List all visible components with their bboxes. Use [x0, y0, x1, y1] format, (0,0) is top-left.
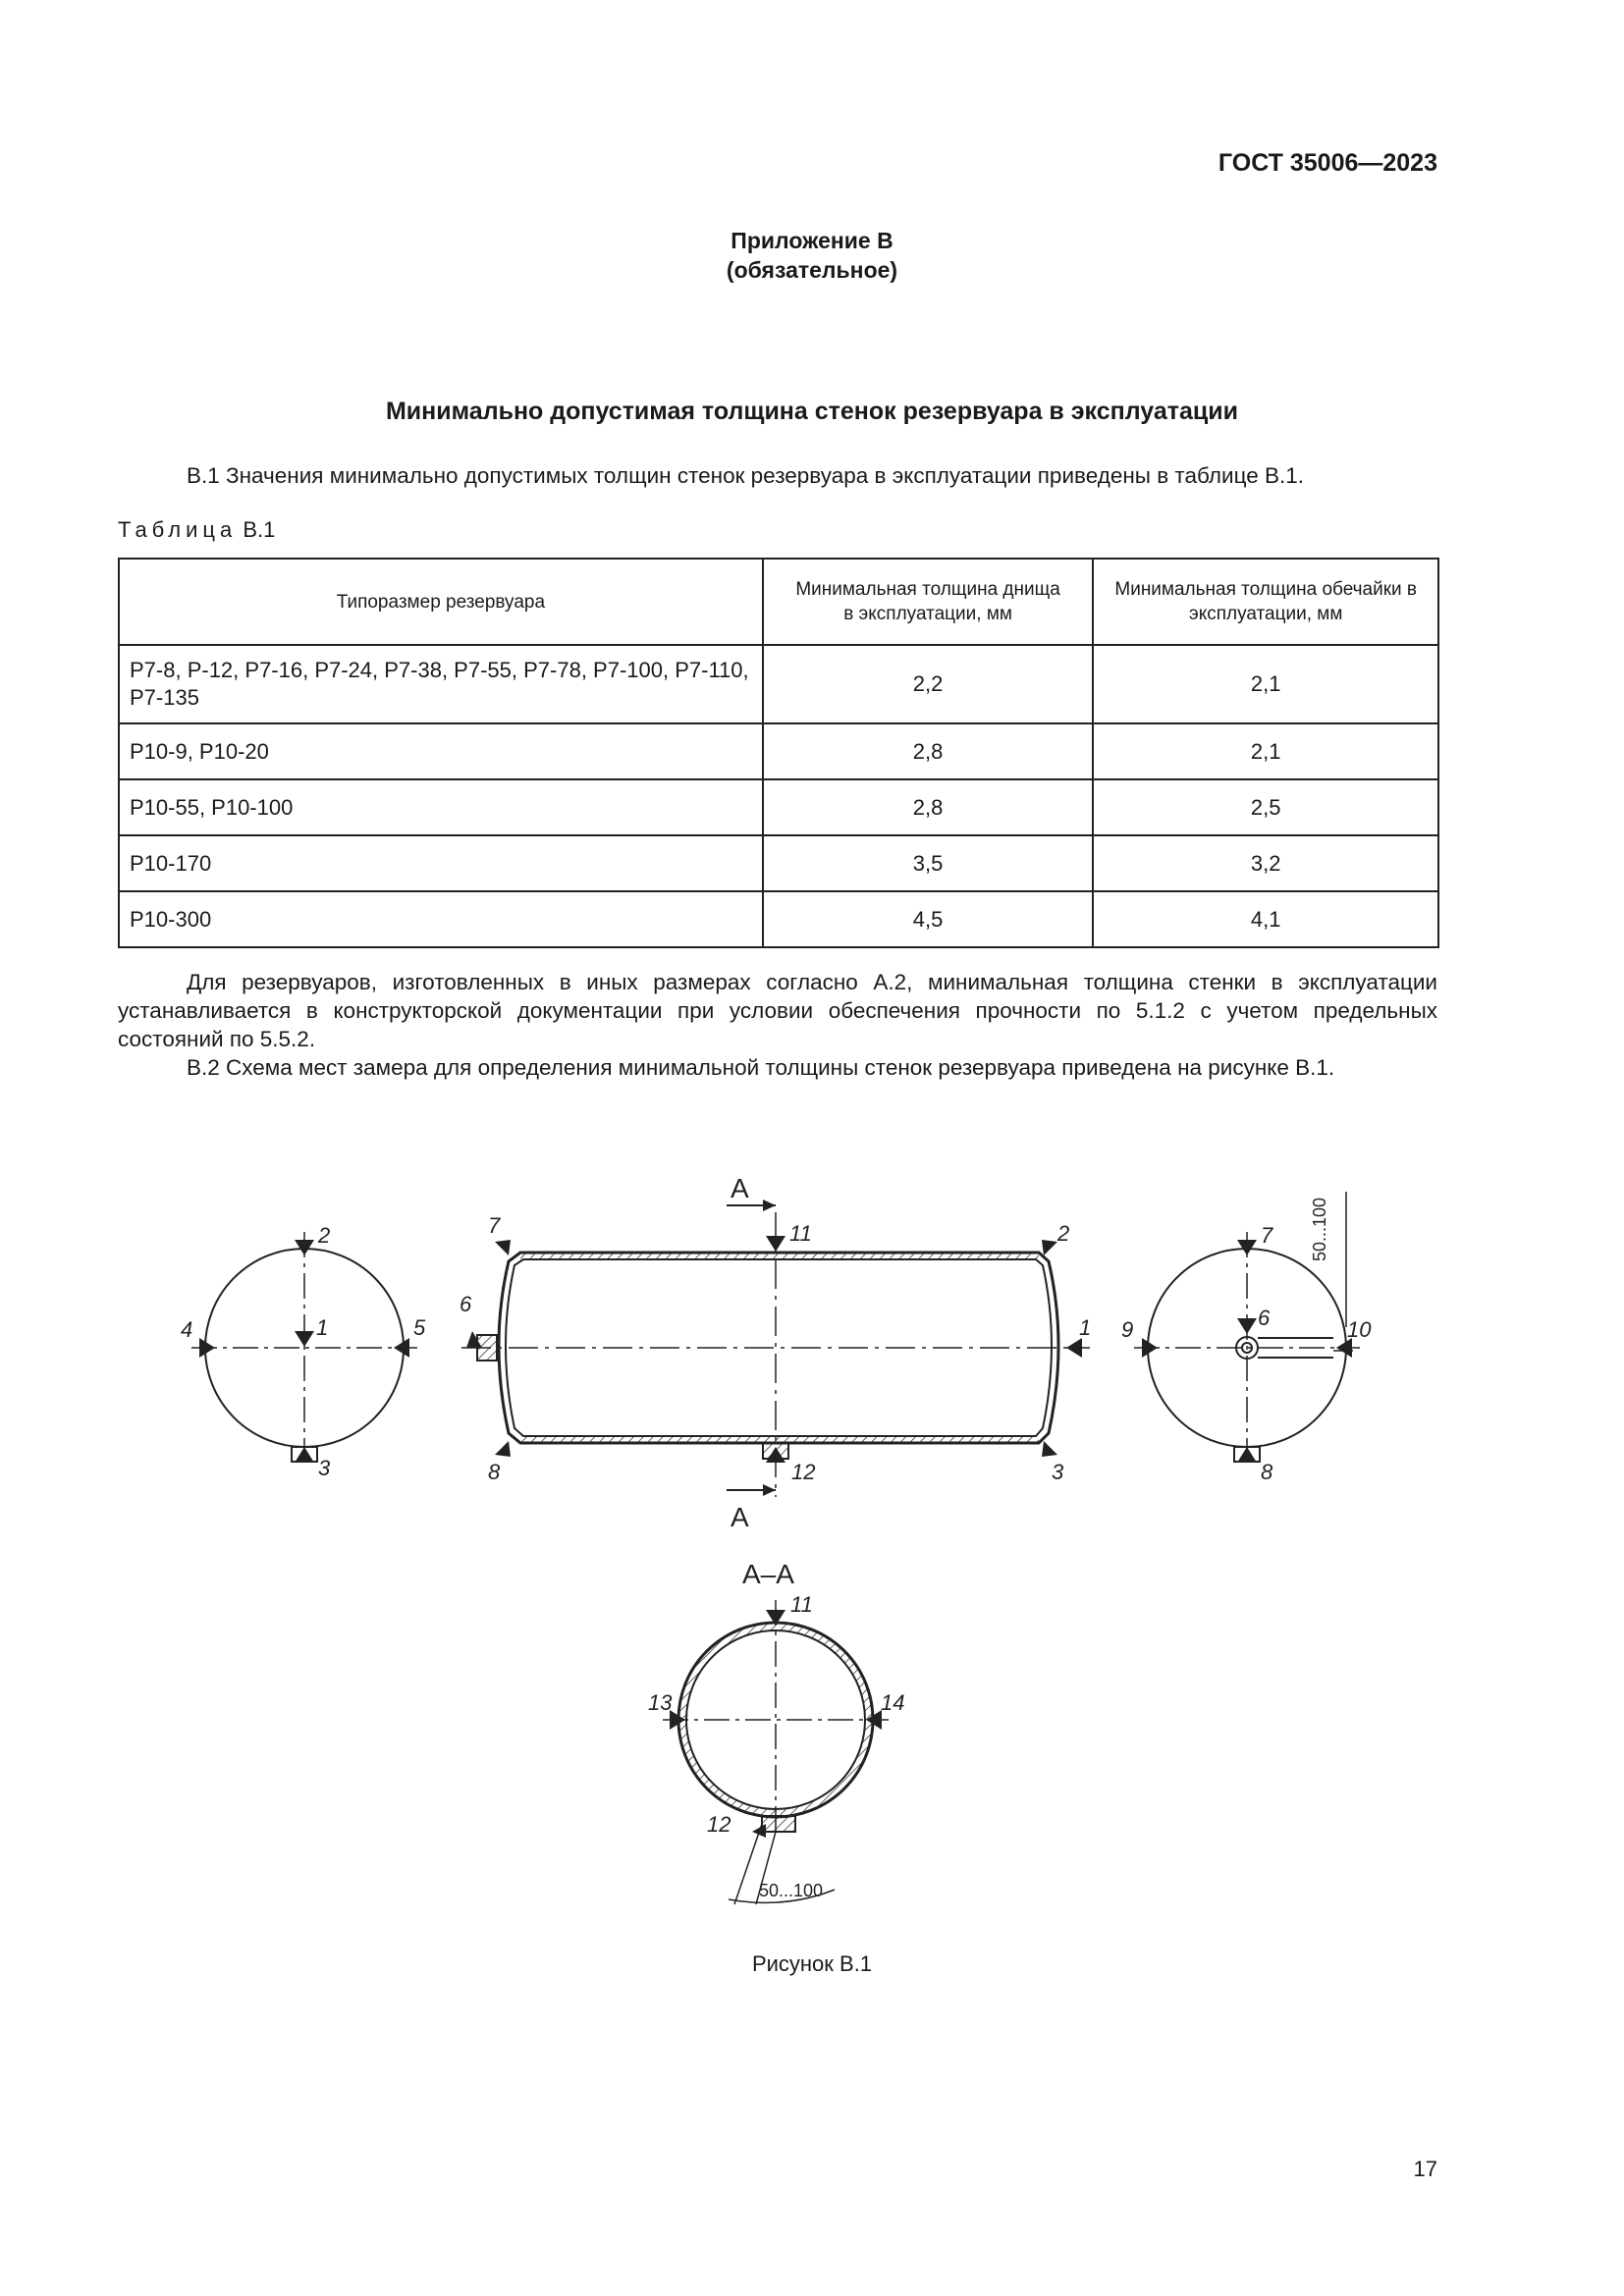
point-label-8: 8 [488, 1460, 501, 1484]
point-label-12: 12 [791, 1460, 816, 1484]
table-cell-shell: 2,1 [1093, 723, 1438, 779]
point-label-7: 7 [488, 1213, 501, 1238]
table-cell-shell: 3,2 [1093, 835, 1438, 891]
annex-status: (обязательное) [726, 257, 898, 283]
point-label-11: 11 [789, 1221, 812, 1246]
point-label-2: 2 [1057, 1221, 1070, 1246]
point-label-13: 13 [648, 1690, 673, 1715]
section-mark-bottom: А [731, 1502, 749, 1532]
point-label-11: 11 [790, 1592, 813, 1617]
table-cell-shell: 2,1 [1093, 645, 1438, 723]
table-header: Минимальная толщина обечайки в эксплуатации, мм [1093, 559, 1438, 645]
table-cell-size: Р10-9, Р10-20 [119, 723, 763, 779]
point-label-1: 1 [316, 1315, 329, 1340]
point-label-4: 4 [181, 1317, 193, 1342]
point-label-1: 1 [1079, 1315, 1092, 1340]
point-label-8: 8 [1261, 1460, 1273, 1484]
document-code: ГОСТ 35006—2023 [1218, 149, 1437, 177]
point-label-9: 9 [1121, 1317, 1134, 1342]
point-label-5: 5 [413, 1315, 426, 1340]
section-a-a-view [663, 1600, 889, 1904]
page-number: 17 [1413, 2157, 1437, 2181]
section-title: Минимально допустимая толщина стенок резервуара в эксплуатации [385, 398, 1239, 425]
point-label-3: 3 [1052, 1460, 1064, 1484]
table-cell-size: Р10-170 [119, 835, 763, 891]
dimension-label-section: 50...100 [759, 1881, 824, 1900]
paragraph-other-sizes: Для резервуаров, изготовленных в иных размерах согласно А.2, минимальная толщина стенки в эксплуатации устанавливается в конструкторской документации при условии обеспечения прочности по 5.1.2 с учетом предельных состояний по 5.5.2. [118, 970, 1437, 1051]
table-cell-size: Р10-55, Р10-100 [119, 779, 763, 835]
table-cell-shell: 4,1 [1093, 891, 1438, 947]
table-cell-bottom: 2,8 [763, 723, 1094, 779]
point-label-7: 7 [1261, 1223, 1273, 1248]
table-cell-bottom: 4,5 [763, 891, 1094, 947]
point-label-6: 6 [1258, 1306, 1271, 1330]
annex-title: Приложение В [731, 228, 893, 253]
point-label-2: 2 [318, 1223, 331, 1248]
table-caption-number: В.1 [243, 517, 276, 542]
dimension-label-right: 50...100 [1310, 1197, 1329, 1261]
section-title: А–А [742, 1559, 794, 1589]
paragraph-b2: В.2 Схема мест замера для определения минимальной толщины стенок резервуара приведена на рисунке В.1. [187, 1055, 1335, 1080]
point-label-10: 10 [1347, 1317, 1372, 1342]
table-cell-shell: 2,5 [1093, 779, 1438, 835]
point-label-12: 12 [707, 1812, 731, 1837]
point-label-3: 3 [318, 1456, 331, 1480]
table-cell-bottom: 2,2 [763, 645, 1094, 723]
table-cell-size: Р7-8, Р-12, Р7-16, Р7-24, Р7-38, Р7-55, Р7-78, Р7-100, Р7-110, Р7-135 [119, 645, 763, 723]
table-cell-size: Р10-300 [119, 891, 763, 947]
section-mark-top: А [731, 1173, 749, 1203]
table-cell-bottom: 2,8 [763, 779, 1094, 835]
table-header: Минимальная толщина днища в эксплуатации, мм [763, 559, 1094, 645]
table-cell-bottom: 3,5 [763, 835, 1094, 891]
table-caption-word: Таблица [118, 517, 238, 542]
point-label-6: 6 [460, 1292, 472, 1316]
figure-caption: Рисунок В.1 [751, 1951, 873, 1976]
paragraph-b1: В.1 Значения минимально допустимых толщин стенок резервуара в эксплуатации приведены в таблице В.1. [187, 463, 1304, 488]
table-header: Типоразмер резервуара [119, 559, 763, 645]
point-label-14: 14 [881, 1690, 905, 1715]
